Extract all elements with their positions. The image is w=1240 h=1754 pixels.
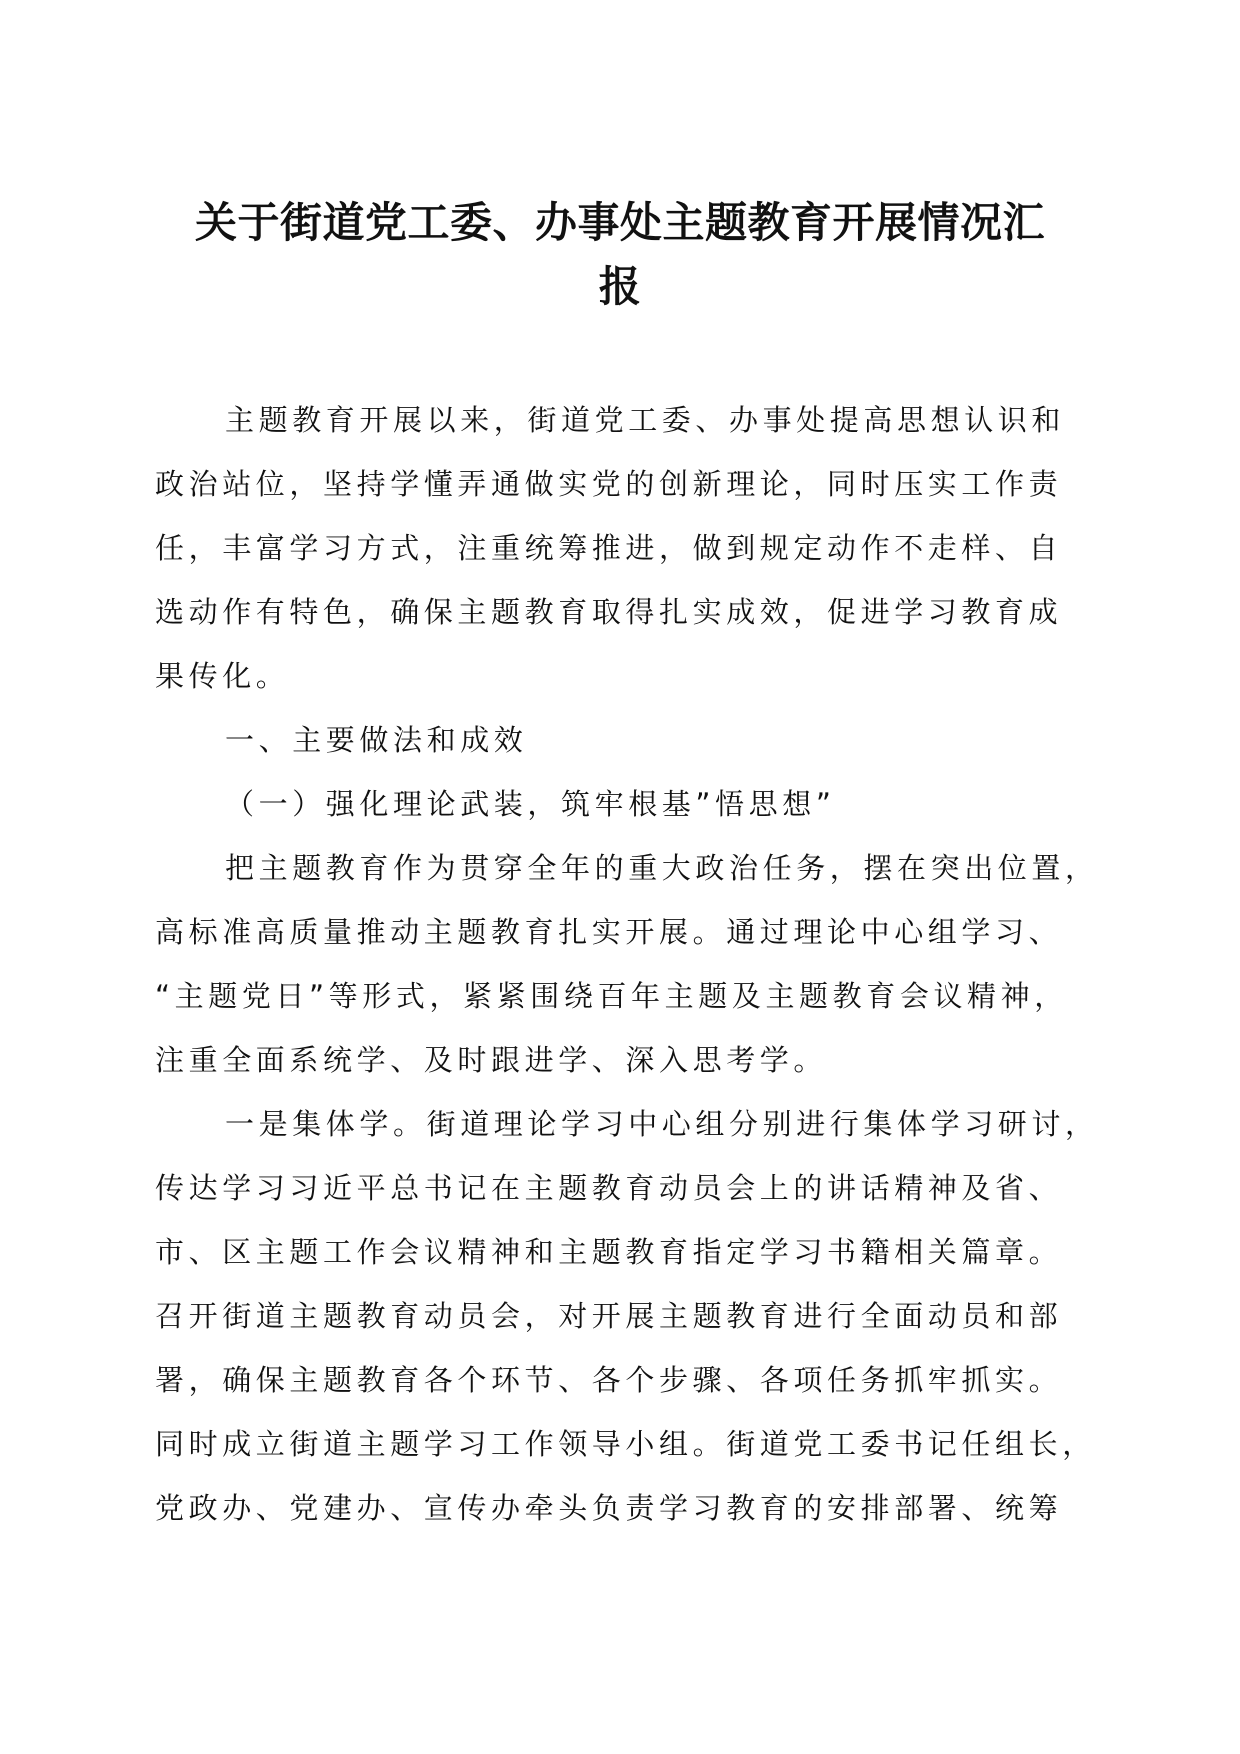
paragraph-line: 把主题教育作为贯穿全年的重大政治任务，摆在突出位置， <box>225 851 1099 885</box>
paragraph-line: 同时成立街道主题学习工作领导小组。街道党工委书记任组长， <box>155 1427 1096 1461</box>
subsection-heading <box>155 772 1085 836</box>
section-heading <box>155 708 1085 772</box>
title-line: 关于街道党工委、办事处主题教育开展情况汇 <box>194 198 1045 247</box>
title-line: 报 <box>598 262 642 311</box>
paragraph-line: 党政办、党建办、宣传办牵头负责学习教育的安排部署、统筹 <box>155 1491 1063 1525</box>
paragraph-line: “主题党日”等形式，紧紧围绕百年主题及主题教育会议精神， <box>155 979 1068 1013</box>
paragraph-intro <box>155 388 1085 708</box>
paragraph-line: 选动作有特色，确保主题教育取得扎实成效，促进学习教育成 <box>155 595 1063 629</box>
paragraph-line: 主题教育开展以来，街道党工委、办事处提高思想认识和 <box>225 403 1066 437</box>
paragraph-line: 注重全面系统学、及时跟进学、深入思考学。 <box>155 1043 828 1077</box>
subsection-heading-text: （一）强化理论武装，筑牢根基”悟思想” <box>225 787 836 821</box>
paragraph-line: 传达学习习近平总书记在主题教育动员会上的讲话精神及省、 <box>155 1171 1063 1205</box>
document-title <box>140 190 1100 318</box>
document-body <box>155 388 1099 1540</box>
paragraph-line: 政治站位，坚持学懂弄通做实党的创新理论，同时压实工作责 <box>155 467 1063 501</box>
paragraph-line: 一是集体学。街道理论学习中心组分别进行集体学习研讨， <box>225 1107 1099 1141</box>
paragraph-line: 市、区主题工作会议精神和主题教育指定学习书籍相关篇章。 <box>155 1235 1063 1269</box>
paragraph-theory <box>155 836 1099 1092</box>
paragraph-line: 召开街道主题教育动员会，对开展主题教育进行全面动员和部 <box>155 1299 1063 1333</box>
paragraph-line: 果传化。 <box>155 659 290 693</box>
paragraph-line: 高标准高质量推动主题教育扎实开展。通过理论中心组学习、 <box>155 915 1063 949</box>
paragraph-line: 任，丰富学习方式，注重统筹推进，做到规定动作不走样、自 <box>155 531 1063 565</box>
paragraph-line: 署，确保主题教育各个环节、各个步骤、各项任务抓牢抓实。 <box>155 1363 1063 1397</box>
section-heading-text: 一、主要做法和成效 <box>225 723 528 757</box>
paragraph-collective-study <box>155 1092 1099 1540</box>
